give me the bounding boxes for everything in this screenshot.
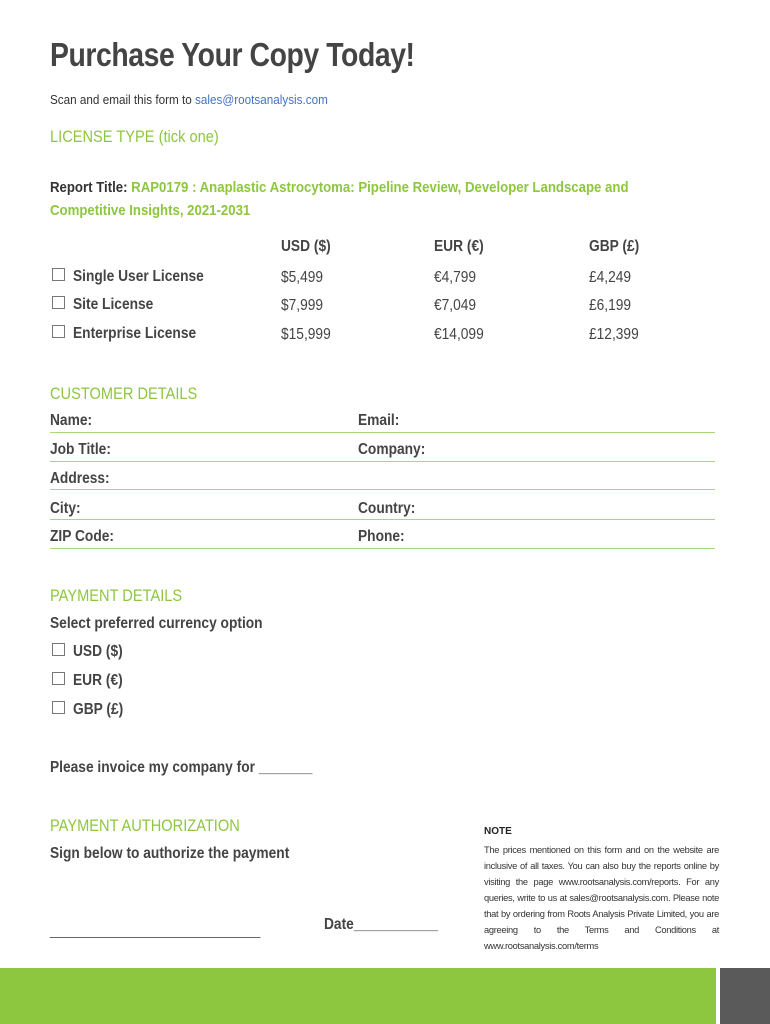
- currency-option-eur[interactable]: [52, 672, 131, 690]
- license-enterprise[interactable]: [52, 325, 216, 343]
- signature-line[interactable]: ______________________________: [50, 922, 261, 938]
- address-field[interactable]: [50, 470, 119, 488]
- col-gbp-header: GBP (£): [589, 238, 640, 255]
- footer-corner-block: [716, 968, 770, 1024]
- checkbox[interactable]: [52, 672, 65, 685]
- zip-label: ZIP Code:: [50, 528, 114, 545]
- instructions-text: Scan and email this form to: [50, 92, 196, 107]
- note-text: The prices mentioned on this form and on the website are inclusive of all taxes. You can also buy the reports online by visiting the page www.rootsanalysis.com/reports. For any queries, write to us at sales@rootsanalysis.com. Please note that by ordering from Roots Analysis Private Limited, you are agreeing to the Terms and Conditions at www.rootsanalysis.com/terms: [484, 845, 719, 951]
- email-field[interactable]: [358, 412, 406, 430]
- invoice-line[interactable]: Please invoice my company for _______: [50, 759, 313, 776]
- city-field[interactable]: [50, 500, 86, 518]
- company-field[interactable]: [358, 441, 436, 459]
- divider: [50, 461, 715, 462]
- currency-option-usd[interactable]: [52, 643, 131, 661]
- currency-option-gbp[interactable]: [52, 701, 131, 719]
- license-single-user[interactable]: [52, 268, 225, 286]
- col-eur-header: EUR (€): [434, 238, 484, 255]
- license-name: Site License: [73, 296, 154, 313]
- divider: [50, 432, 715, 433]
- price-gbp: £6,199: [589, 297, 632, 314]
- name-label: Name:: [50, 412, 93, 429]
- currency-label: GBP (£): [73, 701, 124, 718]
- payment-heading: PAYMENT DETAILS: [50, 586, 183, 605]
- authorization-prompt: Sign below to authorize the payment: [50, 845, 290, 862]
- note-title: NOTE: [484, 826, 512, 837]
- price-usd: $15,999: [281, 326, 331, 343]
- divider: [50, 519, 715, 520]
- job-title-label: Job Title:: [50, 441, 111, 458]
- phone-label: Phone:: [358, 528, 405, 545]
- city-label: City:: [50, 500, 81, 517]
- company-label: Company:: [358, 441, 426, 458]
- col-usd-header: USD ($): [281, 238, 331, 255]
- country-label: Country:: [358, 500, 416, 517]
- address-label: Address:: [50, 470, 110, 487]
- license-name: Enterprise License: [73, 325, 197, 342]
- page-title: Purchase Your Copy Today!: [50, 36, 415, 73]
- country-field[interactable]: [358, 500, 425, 518]
- price-usd: $5,499: [281, 269, 324, 286]
- price-eur: €14,099: [434, 326, 484, 343]
- zip-field[interactable]: [50, 528, 124, 546]
- license-name: Single User License: [73, 268, 204, 285]
- checkbox[interactable]: [52, 268, 65, 281]
- instructions: [50, 92, 328, 107]
- divider: [50, 548, 715, 549]
- checkbox[interactable]: [52, 296, 65, 309]
- authorization-heading: PAYMENT AUTHORIZATION: [50, 816, 240, 835]
- price-gbp: £4,249: [589, 269, 632, 286]
- currency-label: EUR (€): [73, 672, 123, 689]
- name-field[interactable]: [50, 412, 99, 430]
- price-usd: $7,999: [281, 297, 324, 314]
- checkbox[interactable]: [52, 643, 65, 656]
- price-eur: €7,049: [434, 297, 477, 314]
- license-heading: LICENSE TYPE (tick one): [50, 127, 219, 146]
- report-title-value: RAP0179 : Anaplastic Astrocytoma: Pipeline Review, Developer Landscape and Competitive Insights, 2021-2031: [50, 179, 629, 219]
- price-eur: €4,799: [434, 269, 477, 286]
- date-field[interactable]: Date___________: [324, 916, 439, 933]
- sales-email-link[interactable]: sales@rootsanalysis.com: [195, 92, 328, 107]
- email-label: Email:: [358, 412, 400, 429]
- currency-label: USD ($): [73, 643, 123, 660]
- currency-prompt: Select preferred currency option: [50, 615, 263, 632]
- report-title: [50, 176, 684, 222]
- price-gbp: £12,399: [589, 326, 639, 343]
- checkbox[interactable]: [52, 325, 65, 338]
- license-site[interactable]: [52, 296, 166, 314]
- footer-band: [0, 968, 770, 1024]
- job-title-field[interactable]: [50, 441, 121, 459]
- divider: [50, 489, 715, 490]
- report-title-label: Report Title:: [50, 179, 128, 196]
- checkbox[interactable]: [52, 701, 65, 714]
- customer-heading: CUSTOMER DETAILS: [50, 384, 198, 403]
- phone-field[interactable]: [358, 528, 412, 546]
